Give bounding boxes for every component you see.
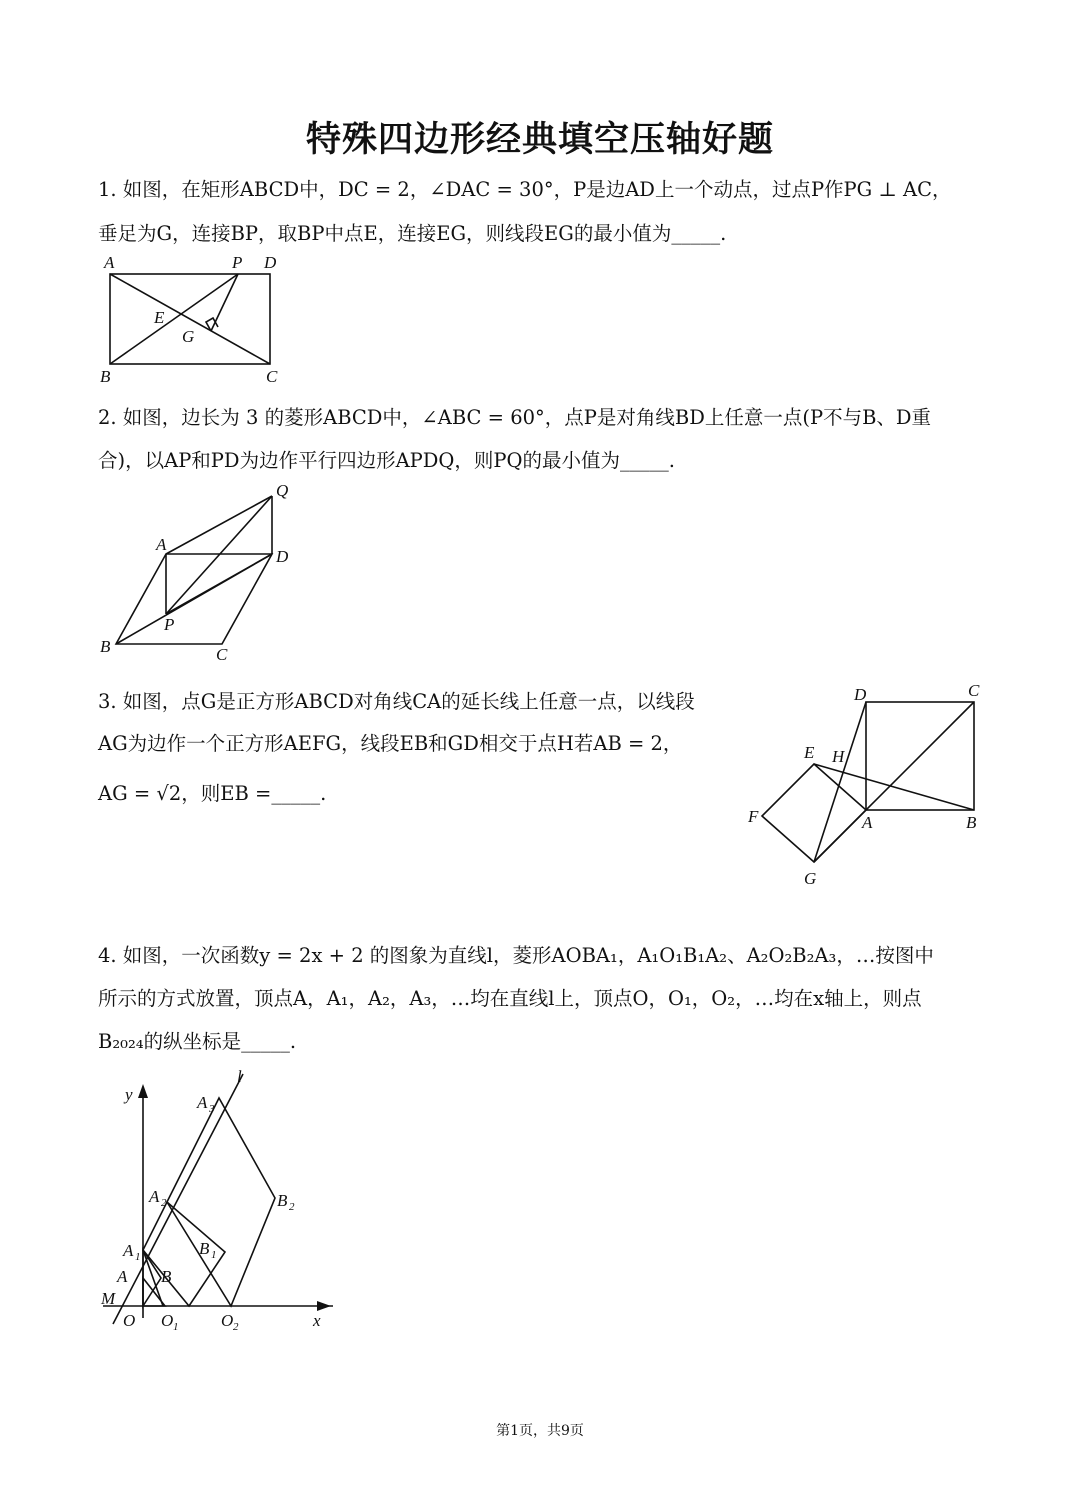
problem-3-line-1: 3. 如图，点G是正方形ABCD对角线CA的延长线上任意一点，以线段 <box>98 690 695 713</box>
fig4-label-o2-sub: 2 <box>233 1321 239 1333</box>
problem-4-line-1: 4. 如图，一次函数y = 2x + 2 的图象为直线l，菱形AOBA₁，A₁O₁B₁A₂、A₂O₂B₂A₃，…按图中 <box>98 944 934 967</box>
fig4-label-o1-sub: 1 <box>173 1321 179 1333</box>
fig2-label-d: D <box>276 547 289 566</box>
problem-4-line-2: 所示的方式放置，顶点A，A₁，A₂，A₃，…均在直线l上，顶点O，O₁，O₂，…均在x轴上，则点 <box>98 987 922 1010</box>
fig1-label-d: D <box>264 253 277 272</box>
fig1-label-g: G <box>182 327 195 346</box>
fig4-label-a: A <box>117 1267 128 1286</box>
fig2-label-q: Q <box>276 481 289 500</box>
fig4-label-b1-sub: 1 <box>211 1249 217 1261</box>
fig3-label-b: B <box>966 813 977 832</box>
problem-3-line-2: AG为边作一个正方形AEFG，线段EB和GD相交于点H若AB = 2， <box>98 732 683 755</box>
fig4-label-a2: A <box>149 1187 160 1206</box>
problem-2-line-2: 合)，以AP和PD为边作平行四边形APDQ，则PQ的最小值为_____. <box>98 449 675 472</box>
fig4-label-a1: A <box>123 1241 134 1260</box>
fig3-label-d: D <box>854 685 867 704</box>
fig4-label-l: l <box>237 1067 242 1086</box>
figure-4-rhombus-chain <box>95 1062 345 1337</box>
fig2-label-c: C <box>216 645 228 664</box>
fig4-label-b2-sub: 2 <box>289 1201 295 1213</box>
fig2-label-a: A <box>156 535 167 554</box>
fig1-label-c: C <box>266 367 278 386</box>
fig4-label-a2-sub: 2 <box>161 1197 167 1209</box>
fig4-label-o: O <box>123 1311 136 1330</box>
problem-1-line-2: 垂足为G，连接BP，取BP中点E，连接EG，则线段EG的最小值为_____. <box>98 222 727 245</box>
fig4-label-m: M <box>101 1289 116 1308</box>
fig2-label-b: B <box>100 637 111 656</box>
page-footer: 第1页，共9页 <box>496 1423 584 1439</box>
fig4-label-b2: B <box>277 1191 288 1210</box>
fig4-label-a3: A <box>197 1093 208 1112</box>
problem-4-line-3: B₂₀₂₄的纵坐标是_____. <box>98 1030 297 1053</box>
fig4-label-o1: O <box>161 1311 174 1330</box>
figure-1-rectangle <box>98 250 298 390</box>
fig3-label-e: E <box>804 743 815 762</box>
fig3-label-f: F <box>748 807 759 826</box>
fig1-label-b: B <box>100 367 111 386</box>
fig4-label-a1-sub: 1 <box>135 1251 141 1263</box>
fig4-label-b: B <box>161 1267 172 1286</box>
fig4-label-x: x <box>313 1311 321 1330</box>
figure-2-rhombus <box>98 480 298 665</box>
fig4-label-o2: O <box>221 1311 234 1330</box>
fig4-label-b1: B <box>199 1239 210 1258</box>
fig4-label-y: y <box>125 1085 133 1104</box>
fig2-label-p: P <box>164 615 175 634</box>
fig1-label-p: P <box>232 253 243 272</box>
problem-1-line-1: 1. 如图，在矩形ABCD中，DC = 2，∠DAC = 30°，P是边AD上一个动点，过点P作PG ⊥ AC， <box>98 178 952 201</box>
fig3-label-h: H <box>832 747 845 766</box>
page-title: 特殊四边形经典填空压轴好题 <box>305 120 774 160</box>
fig1-label-a: A <box>104 253 115 272</box>
fig4-label-a3-sub: 3 <box>209 1103 215 1115</box>
fig3-label-g: G <box>804 869 817 888</box>
fig1-label-e: E <box>154 308 165 327</box>
figure-3-squares <box>740 680 990 895</box>
problem-2-line-1: 2. 如图，边长为 3 的菱形ABCD中，∠ABC = 60°，点P是对角线BD上任意一点(P不与B、D重 <box>98 406 932 429</box>
fig3-label-c: C <box>968 681 980 700</box>
problem-3-line-3: AG = √2，则EB =_____. <box>98 782 327 805</box>
fig3-label-a: A <box>862 813 873 832</box>
